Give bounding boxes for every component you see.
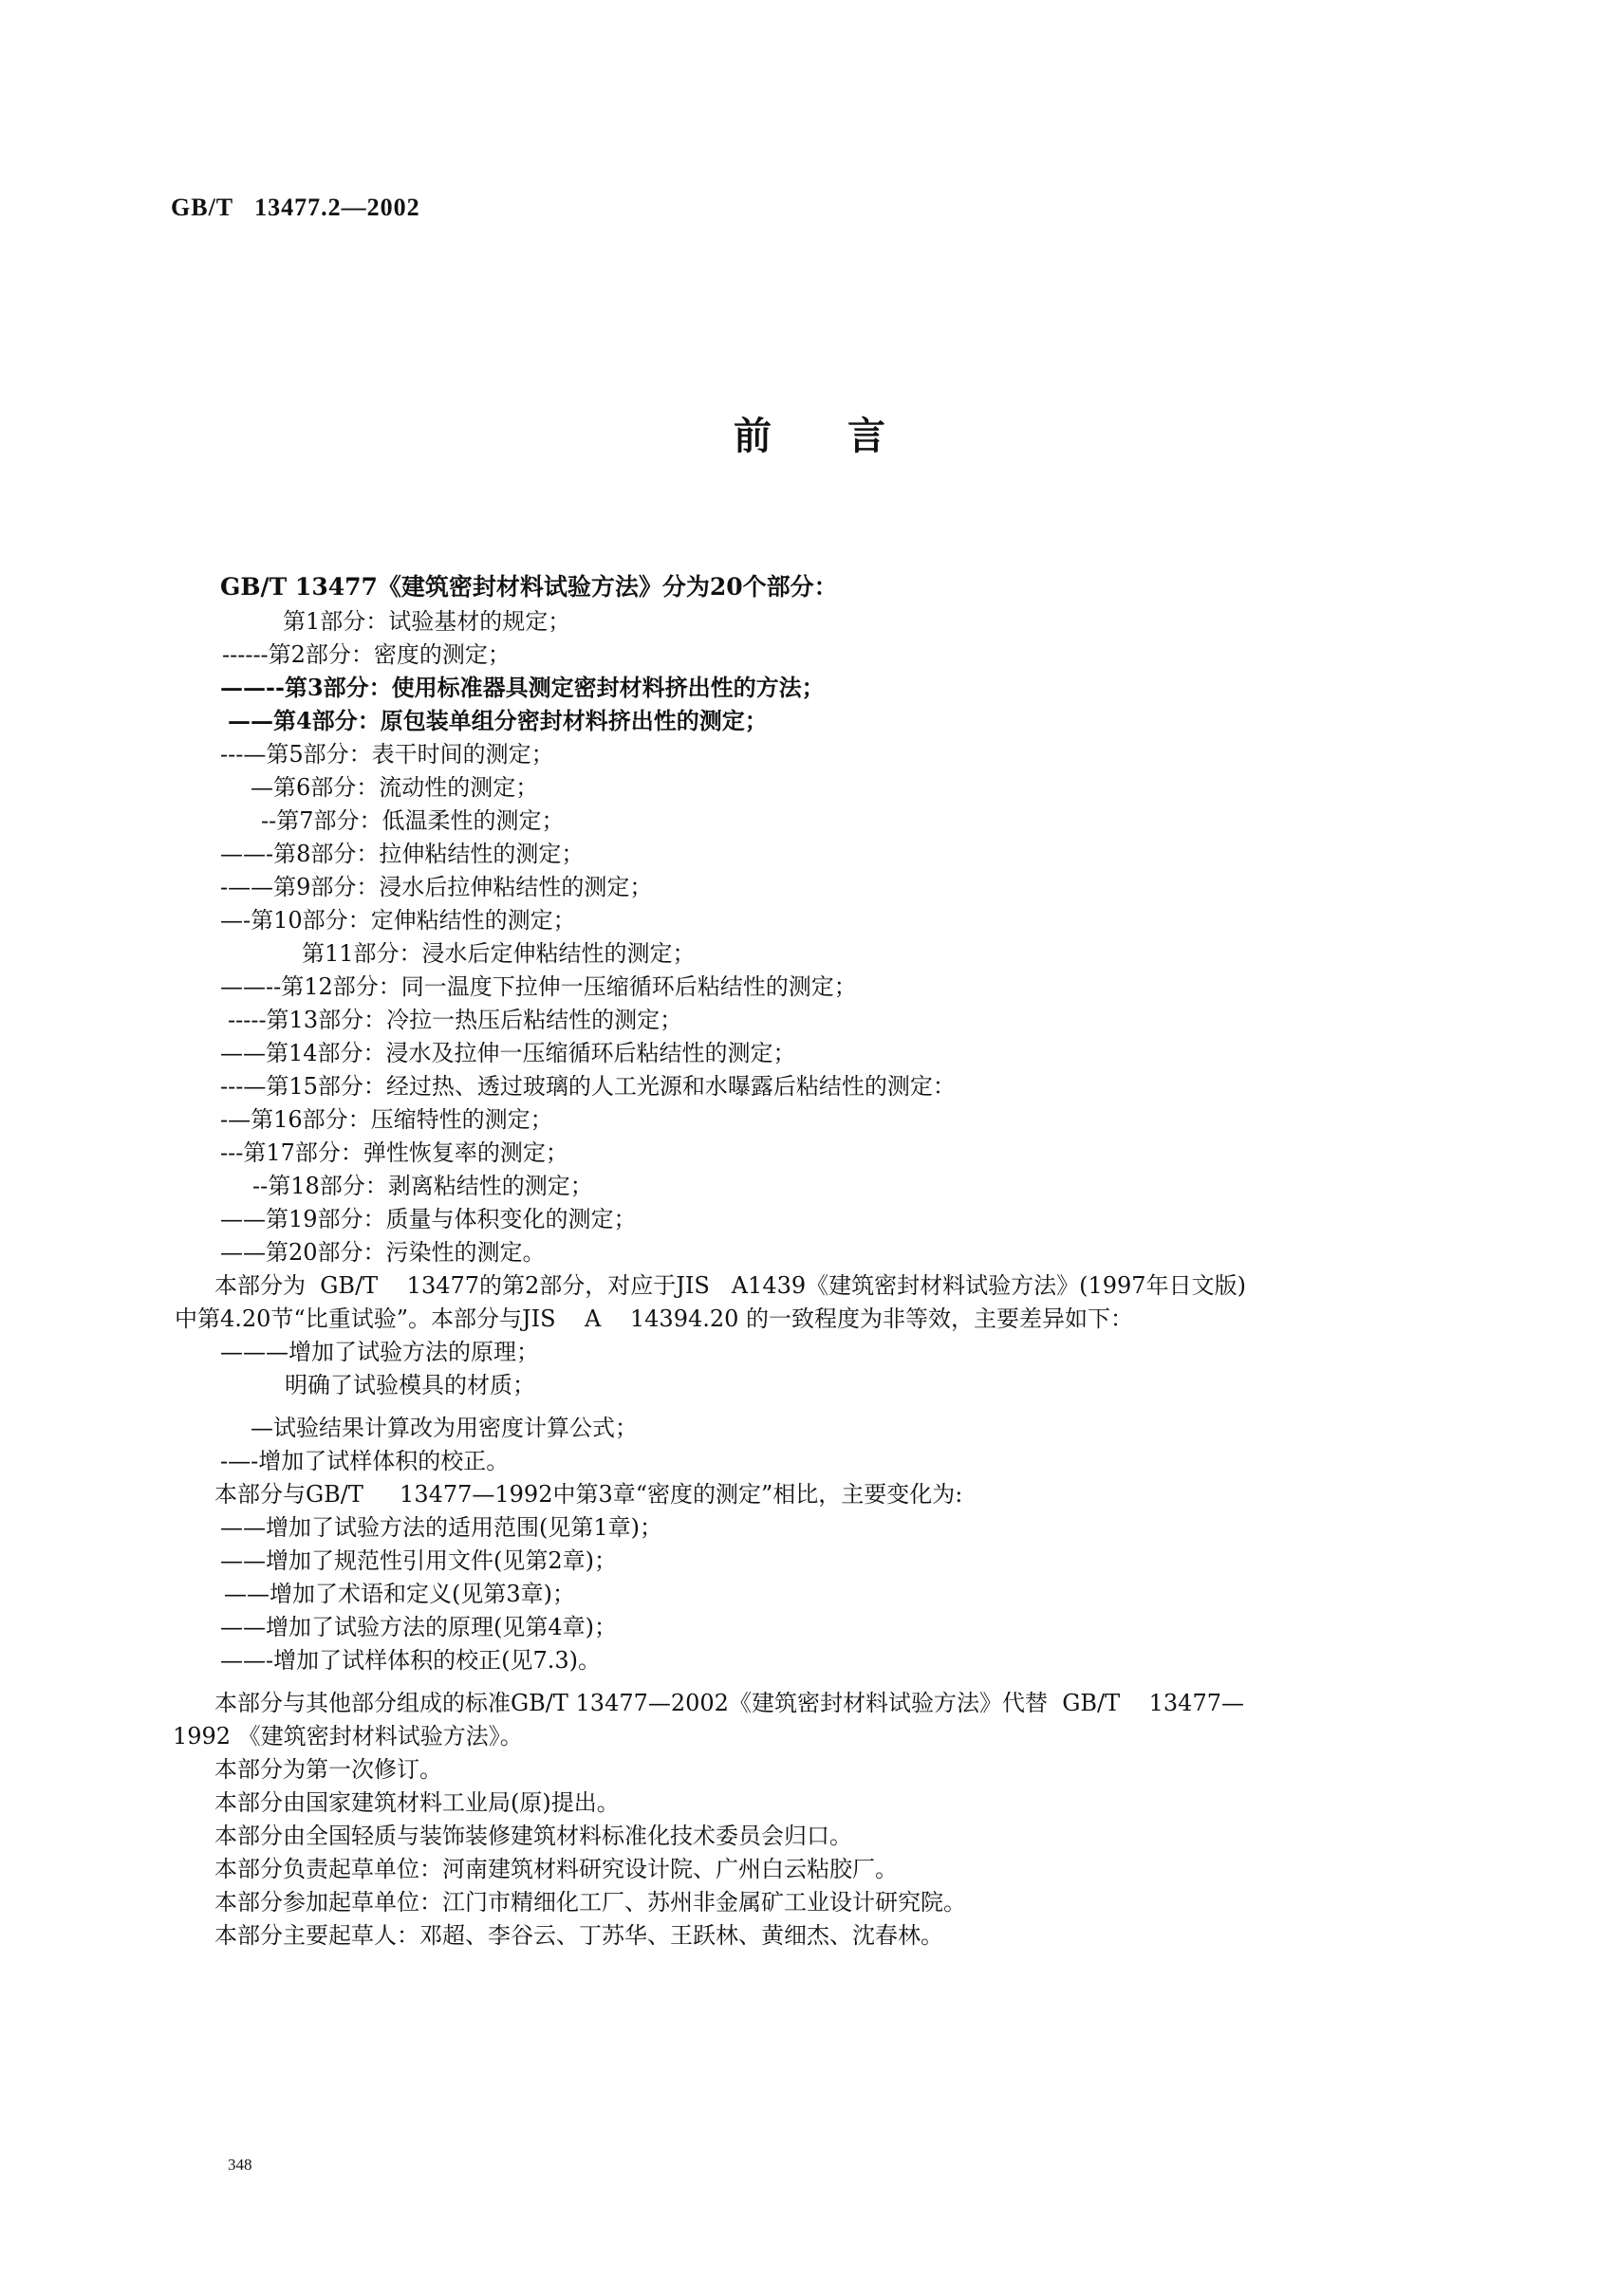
part-item: ---—第5部分：表干时间的测定； [220,741,554,768]
part-item: ——--第3部分：使用标准器具测定密封材料挤出性的方法； [220,674,825,701]
changes-1992-paragraph: 本部分与GB/T 13477—1992中第3章“密度的测定”相比，主要变化为: [214,1481,963,1508]
replacement-paragraph-line2: 1992 《建筑密封材料试验方法》。 [173,1723,523,1750]
intro-paragraph: GB/T 13477《建筑密封材料试验方法》分为20个部分： [220,573,838,601]
part-item: -—第16部分：压缩特性的测定； [220,1106,553,1133]
part-item: 第1部分：试验基材的规定； [283,608,571,635]
jis-difference-item: —试验结果计算改为用密度计算公式； [251,1415,638,1441]
part-item: ——第4部分：原包装单组分密封材料挤出性的测定； [228,707,768,734]
change-item: ——增加了试验方法的适用范围(见第1章)； [220,1514,662,1541]
page-number: 348 [228,2156,252,2174]
closing-paragraph: 本部分由国家建筑材料工业局(原)提出。 [214,1789,620,1816]
part-item: ——--第12部分：同一温度下拉伸一压缩循环后粘结性的测定； [220,973,857,1000]
part-item: ——第20部分：污染性的测定。 [220,1239,546,1266]
closing-paragraph: 本部分为第一次修订。 [214,1756,442,1783]
jis-paragraph-line2: 中第4.20节“比重试验”。本部分与JIS A 14394.20 的一致程度为非等效，主要差异如下： [175,1305,1134,1332]
standard-code: GB/T 13477.2—2002 [171,194,420,221]
jis-difference-item: -—-增加了试样体积的校正。 [220,1448,510,1474]
change-item: ——增加了术语和定义(见第3章)； [224,1581,575,1607]
closing-paragraph: 本部分参加起草单位：江门市精细化工厂、苏州非金属矿工业设计研究院。 [214,1889,966,1916]
jis-paragraph-line1: 本部分为 GB/T 13477的第2部分，对应于JIS A1439《建筑密封材料试验方法》(1997年日文版) [214,1272,1246,1299]
part-item: ——第19部分：质量与体积变化的测定； [220,1206,637,1232]
part-item: -——第9部分：浸水后拉伸粘结性的测定； [220,874,653,900]
change-item: ——增加了试验方法的原理(见第4章)； [220,1614,617,1640]
part-item: ---—第15部分：经过热、透过玻璃的人工光源和水曝露后粘结性的测定： [220,1073,956,1100]
part-item: 第11部分：浸水后定伸粘结性的测定； [302,940,696,967]
part-item: --第7部分：低温柔性的测定； [261,807,565,834]
jis-difference-item: 明确了试验模具的材质； [285,1372,535,1398]
part-item: ——第14部分：浸水及拉伸一压缩循环后粘结性的测定； [220,1040,796,1066]
closing-paragraph: 本部分由全国轻质与装饰装修建筑材料标准化技术委员会归口。 [214,1823,852,1849]
change-item: ——-增加了试样体积的校正(见7.3)。 [220,1647,602,1674]
part-item: -----第13部分：冷拉一热压后粘结性的测定； [228,1007,683,1033]
part-item: —-第10部分：定伸粘结性的测定； [220,907,576,934]
part-item: ---第17部分：弹性恢复率的测定； [220,1139,568,1166]
change-item: ——增加了规范性引用文件(见第2章)； [220,1547,617,1574]
part-item: ——-第8部分：拉伸粘结性的测定； [220,841,585,867]
closing-paragraph: 本部分负责起草单位：河南建筑材料研究设计院、广州白云粘胶厂。 [214,1856,898,1882]
closing-paragraph: 本部分主要起草人：邓超、李谷云、丁苏华、王跃林、黄细杰、沈春林。 [214,1922,943,1949]
jis-difference-item: ———增加了试验方法的原理； [220,1339,539,1365]
part-item: —第6部分：流动性的测定； [251,774,539,801]
page-title: 前言 [734,415,961,458]
part-item: --第18部分：剥离粘结性的测定； [252,1173,593,1199]
part-item: ------第2部分：密度的测定； [222,641,511,668]
replacement-paragraph-line1: 本部分与其他部分组成的标准GB/T 13477—2002《建筑密封材料试验方法》代替 GB/T 13477— [214,1690,1244,1716]
